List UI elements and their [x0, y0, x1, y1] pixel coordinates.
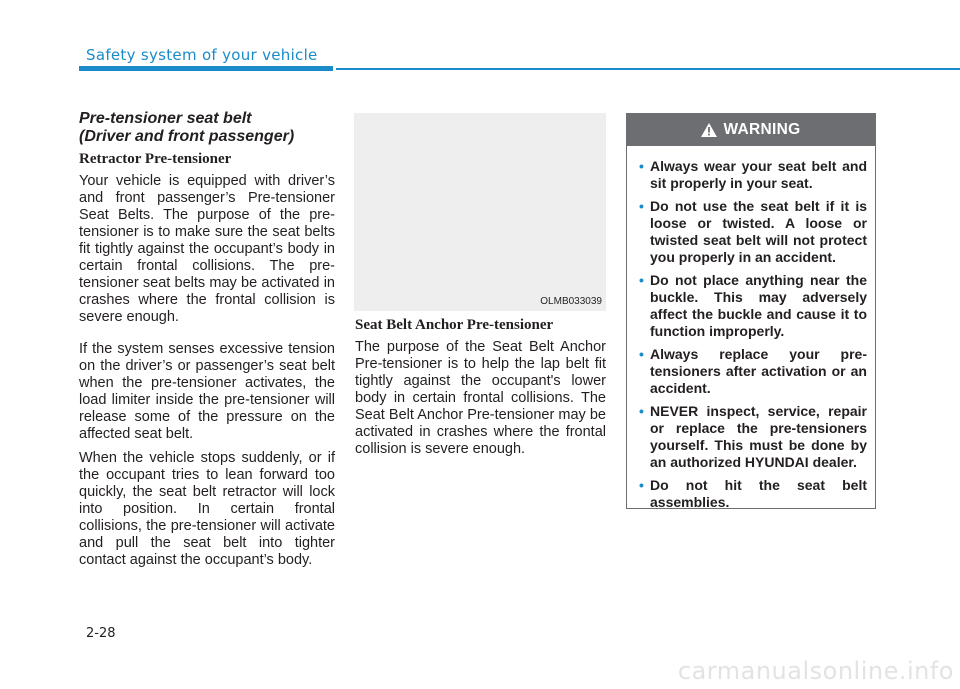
anchor-subtitle: Seat Belt Anchor Pre-tensioner [355, 317, 554, 333]
section-title-line1: Pre-tensioner seat belt [79, 110, 252, 127]
retractor-paragraph-3: When the vehicle stops suddenly, or if the occupant tries to lean forward too quickly, the seat belt retractor will lock into position. In certain frontal collisions, the pre-tensioner will activate and pull the seat belt into tighter contact against the occupant’s body. [79, 450, 335, 568]
warning-item [639, 346, 867, 397]
section-title [79, 110, 335, 146]
warning-item [639, 272, 867, 340]
bullet-icon: • [639, 346, 644, 362]
header-rule [336, 68, 960, 70]
warning-label: WARNING [723, 121, 801, 138]
header-accent-bar [79, 66, 333, 71]
warning-item [639, 198, 867, 266]
warning-item-text: Do not use the seat belt if it is loose or twisted. A loose or twisted seat belt will not protect you properly in an accident. [650, 198, 867, 265]
figure-image-placeholder [354, 113, 606, 311]
warning-item-text: Do not place anything near the buckle. This may adversely affect the buckle and cause it to function improperly. [650, 272, 867, 339]
warning-item-text: NEVER inspect, service, repair or replace the pre-tensioners yourself. This must be done by an authorized HYUNDAI dealer. [650, 403, 867, 470]
bullet-icon: • [639, 477, 644, 493]
bullet-icon: • [639, 403, 644, 419]
warning-header [627, 114, 875, 146]
retractor-paragraph-2: If the system senses excessive tension on the driver’s or passenger’s seat belt when the pre-tensioner activates, the load limiter inside the pre-tensioner will release some of the pressure on the affected seat belt. [79, 341, 335, 442]
figure-caption: OLMB033039 [540, 296, 602, 307]
warning-item [639, 477, 867, 511]
warning-item [639, 403, 867, 471]
bullet-icon: • [639, 272, 644, 288]
retractor-subtitle: Retractor Pre-tensioner [79, 151, 232, 167]
section-title-line2: (Driver and front passenger) [79, 128, 295, 145]
bullet-icon: • [639, 198, 644, 214]
section-header-title: Safety system of your vehicle [86, 46, 318, 64]
middle-column [355, 312, 606, 458]
left-column [79, 110, 335, 569]
bullet-icon: • [639, 158, 644, 174]
warning-list [627, 146, 875, 511]
warning-item [639, 158, 867, 192]
anchor-paragraph: The purpose of the Seat Belt Anchor Pre-tensioner is to help the lap belt fit tightly against the occupant's lower body in certain frontal collisions. The Seat Belt Anchor Pre-tensioner may be activated in crashes where the frontal collision is severe enough. [355, 339, 606, 457]
retractor-paragraph-1: Your vehicle is equipped with driver’s and front passenger’s Pre-tensioner Seat Belts. The purpose of the pre-tensioner is to make sure the seat belts fit tightly against the occupant’s body in certain frontal collisions. The pre-tensioner seat belts may be activated in crashes where the frontal collision is severe enough. [79, 173, 335, 325]
warning-triangle-icon [701, 123, 717, 137]
watermark: carmanualsonline.info [677, 657, 954, 685]
warning-item-text: Always replace your pre-tensioners after activation or an accident. [650, 346, 867, 396]
page-number: 2-28 [86, 626, 116, 641]
warning-item-text: Do not hit the seat belt assemblies. [650, 477, 867, 510]
warning-box [626, 113, 876, 509]
warning-item-text: Always wear your seat belt and sit properly in your seat. [650, 158, 867, 191]
